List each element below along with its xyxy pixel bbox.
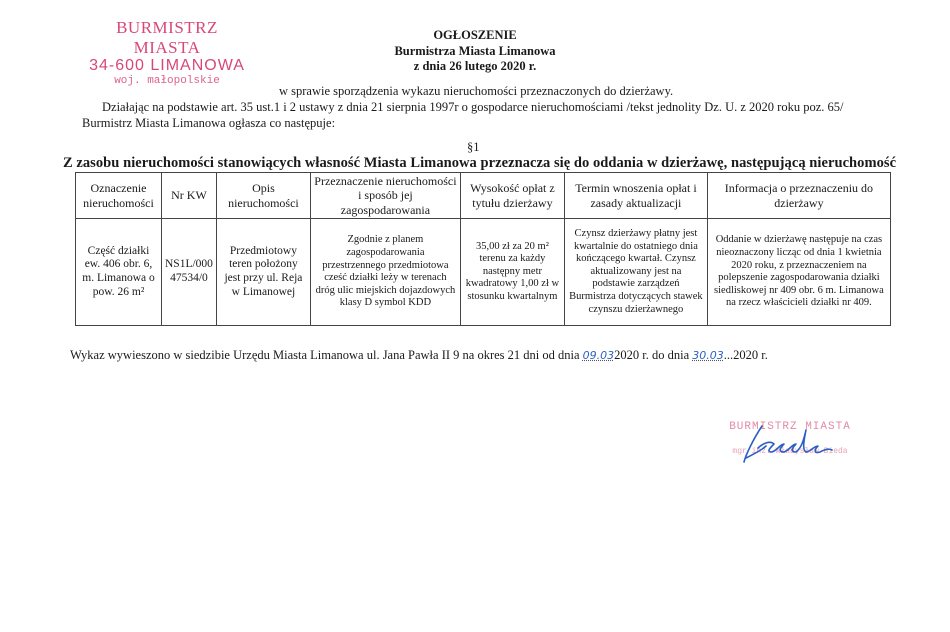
table-header-row [76,173,891,219]
header-fee: Wysokość opłat z tytułu dzierżawy [460,173,564,219]
document-title: OGŁOSZENIE [433,28,517,42]
stamp-line-1: BURMISTRZ MIASTA [116,18,218,57]
header-lease-info: Informacja o przeznaczeniu do dzierżawy [707,173,890,219]
intro-line-2: Burmistrz Miasta Limanowa ogłasza co następuje: [82,115,336,130]
cell-kw-number: NS1L/000 47534/0 [162,219,217,326]
table-row [76,219,891,326]
stamp-line-3: woj. małopolskie [114,75,220,88]
signature-stamp-line-2: mgr inż. Władysław Bieda [732,446,848,456]
property-table [75,172,891,326]
header-kw-number: Nr KW [162,173,217,219]
posting-notice [70,348,768,363]
handwritten-signature-icon [740,418,840,468]
section-title: Z zasobu nieruchomości stanowiących własność Miasta Limanowa przeznacza się do oddania w dzierżawę, następującą nieruchomość [63,155,897,171]
official-stamp [82,18,252,88]
posting-middle: 2020 r. do dnia [614,348,693,362]
intro-line-1: Działając na podstawie art. 35 ust.1 i 2 ustawy z dnia 21 sierpnia 1997r o gospodarce nieruchomościami /tekst jednolity Dz. U. z 2020 roku poz. 65/ [102,100,844,114]
posting-suffix: ...2020 r. [723,348,768,362]
header-designation: Oznaczenie nieruchomości [76,173,162,219]
posting-prefix: Wykaz wywieszono w siedzibie Urzędu Miasta Limanowa ul. Jana Pawła II 9 na okres 21 dni od dnia [70,348,583,362]
signature-stamp-line-1: BURMISTRZ MIASTA [729,421,851,433]
cell-fee: 35,00 zł za 20 m² terenu za każdy następny metr kwadratowy 1,00 zł w stosunku kwartalnym [460,219,564,326]
cell-designation: Część działki ew. 406 obr. 6, m. Limanowa o pow. 26 m² [76,219,162,326]
handwritten-from-date: 09.03 [582,349,615,362]
cell-purpose: Zgodnie z planem zagospodarowania przestrzennego przedmiotowa cześć działki leży w terenach dróg ulic miejskich dojazdowych klasy D symbol KDD [310,219,460,326]
handwritten-to-date: 30.03 [692,349,724,362]
document-heading [350,28,600,75]
cell-payment-terms: Czynsz dzierżawy płatny jest kwartalnie do ostatniego dnia kończącego kwartał. Czynsz aktualizowany jest na podstawie zarządzeń Burmistrza dotyczących stawek czynszu dzierżawnego [564,219,707,326]
header-purpose: Przeznaczenie nieruchomości i sposób jej zagospodarowania [310,173,460,219]
document-subject: w sprawie sporządzenia wykazu nieruchomości przeznaczonych do dzierżawy. [279,84,674,98]
stamp-line-2: 34-600 LIMANOWA [89,57,245,75]
cell-description: Przedmiotowy teren położony jest przy ul. Reja w Limanowej [216,219,310,326]
intro-text [82,100,882,131]
paragraph-mark: §1 [467,140,480,154]
document-issuer: Burmistrza Miasta Limanowa [394,43,556,58]
header-payment-terms: Termin wnoszenia opłat i zasady aktualizacji [564,173,707,219]
cell-lease-info: Oddanie w dzierżawę następuje na czas nieoznaczony licząc od dnia 1 kwietnia 2020 roku, z przeznaczeniem na polepszenie zagospodarowania działki siedliskowej nr 409 obr. 6 m. Limanowa na rzecz właścicieli działki nr 409. [707,219,890,326]
document-date: z dnia 26 lutego 2020 r. [413,59,537,74]
header-description: Opis nieruchomości [216,173,310,219]
